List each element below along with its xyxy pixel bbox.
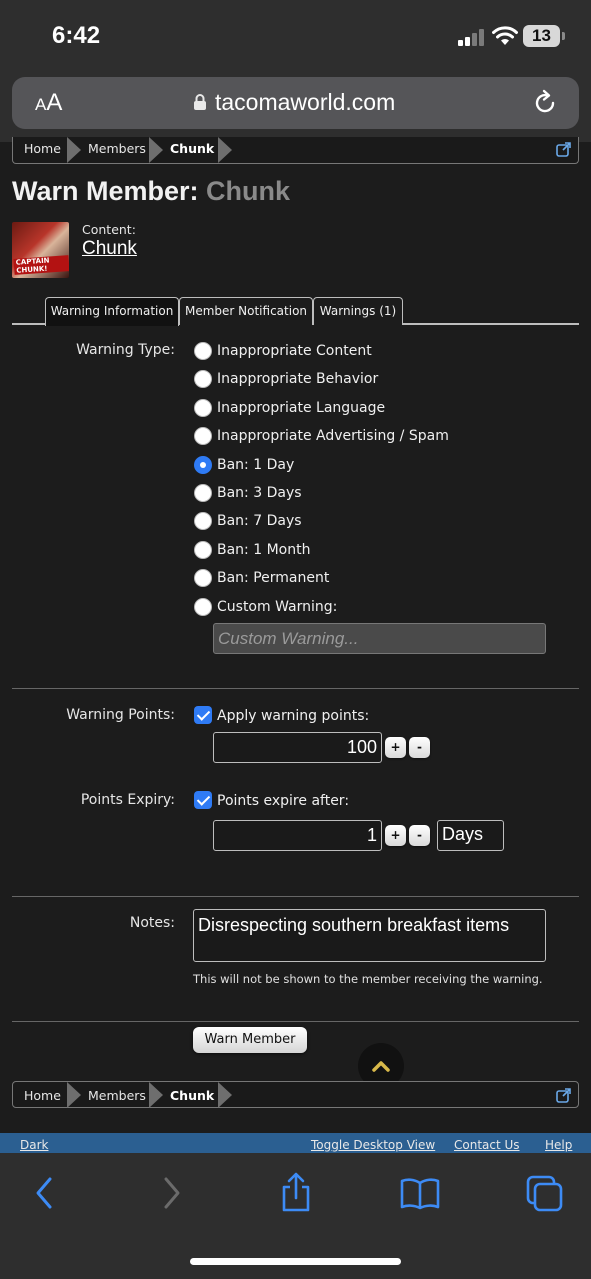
status-time: 6:42 [52,22,101,49]
radio-button[interactable] [194,370,212,388]
radio-button[interactable] [194,427,212,445]
breadcrumb-separator [67,1082,81,1108]
expiry-value-input[interactable]: 1 [213,820,382,851]
browser-top-bar [0,0,591,142]
member-name: Chunk [206,176,291,206]
breadcrumb-chunk[interactable]: Chunk [170,141,215,156]
expiry-unit-select[interactable]: Days [437,820,504,851]
section-divider [12,688,579,689]
notes-textarea[interactable]: Disrespecting southern breakfast items [193,909,546,962]
section-divider [12,896,579,897]
radio-button-checked[interactable] [194,456,212,474]
bookmarks-icon[interactable] [400,1177,440,1211]
avatar[interactable] [12,222,69,278]
breadcrumb-separator [149,1082,163,1108]
breadcrumb-bottom [12,1081,579,1108]
warning-points-label: Warning Points: [66,707,175,723]
home-indicator [190,1258,401,1265]
tab-warnings[interactable]: Warnings (1) [313,297,403,325]
address-bar[interactable] [12,77,579,129]
battery-icon: 13 [523,25,560,47]
breadcrumb-separator [218,1082,232,1108]
url-text[interactable]: tacomaworld.com [215,89,396,115]
toggle-desktop-view-link[interactable]: Toggle Desktop View [311,1138,436,1152]
radio-button[interactable] [194,569,212,587]
dark-style-link[interactable]: Dark [20,1138,49,1152]
content-link[interactable]: Chunk [82,238,137,259]
points-expire-checkbox[interactable] [194,791,212,809]
page-title: Warn Member: Chunk [12,176,291,206]
forward-icon[interactable] [158,1175,186,1211]
share-icon[interactable] [280,1171,312,1213]
external-link-icon[interactable] [556,141,572,157]
avatar-caption: CAPTAIN CHUNK! [14,255,69,275]
breadcrumb-chunk[interactable]: Chunk [170,1088,215,1103]
radio-button[interactable] [194,342,212,360]
external-link-icon[interactable] [556,1087,572,1103]
points-expire-label: Points expire after: [217,793,350,809]
radio-button[interactable] [194,484,212,502]
breadcrumb [12,137,579,164]
breadcrumb-home[interactable]: Home [24,141,61,156]
warn-member-button[interactable]: Warn Member [193,1027,307,1053]
help-link[interactable]: Help [545,1138,573,1152]
breadcrumb-members[interactable]: Members [88,1088,146,1103]
text-size-button[interactable]: AA [35,89,63,116]
points-increment-button[interactable]: + [385,737,406,758]
custom-warning-input[interactable]: Custom Warning... [213,623,546,654]
notes-label: Notes: [129,915,175,931]
points-expiry-label: Points Expiry: [80,792,175,808]
breadcrumb-home[interactable]: Home [24,1088,61,1103]
points-decrement-button[interactable]: - [409,737,430,758]
radio-button[interactable] [194,512,212,530]
breadcrumb-separator [218,137,232,163]
contact-us-link[interactable]: Contact Us [454,1138,520,1152]
section-divider [12,1021,579,1022]
apply-points-label: Apply warning points: [217,708,370,724]
cellular-signal-icon [458,28,486,46]
wifi-icon [492,26,518,46]
radio-button[interactable] [194,541,212,559]
lock-icon [193,93,207,111]
tab-member-notification[interactable]: Member Notification [179,297,313,325]
content-label: Content: [82,222,136,237]
tabs-icon[interactable] [526,1175,564,1213]
expiry-increment-button[interactable]: + [385,825,406,846]
warning-points-input[interactable]: 100 [213,732,382,763]
warning-type-label: Warning Type: [76,342,175,358]
expiry-decrement-button[interactable]: - [409,825,430,846]
tab-warning-information[interactable]: Warning Information [45,297,179,326]
notes-hint: This will not be shown to the member receiving the warning. [193,972,543,986]
back-icon[interactable] [30,1175,58,1211]
radio-button[interactable] [194,598,212,616]
breadcrumb-separator [67,137,81,163]
breadcrumb-separator [149,137,163,163]
breadcrumb-members[interactable]: Members [88,141,146,156]
apply-points-checkbox[interactable] [194,706,212,724]
reload-icon[interactable] [531,89,559,117]
site-footer [0,1133,591,1155]
radio-button[interactable] [194,399,212,417]
